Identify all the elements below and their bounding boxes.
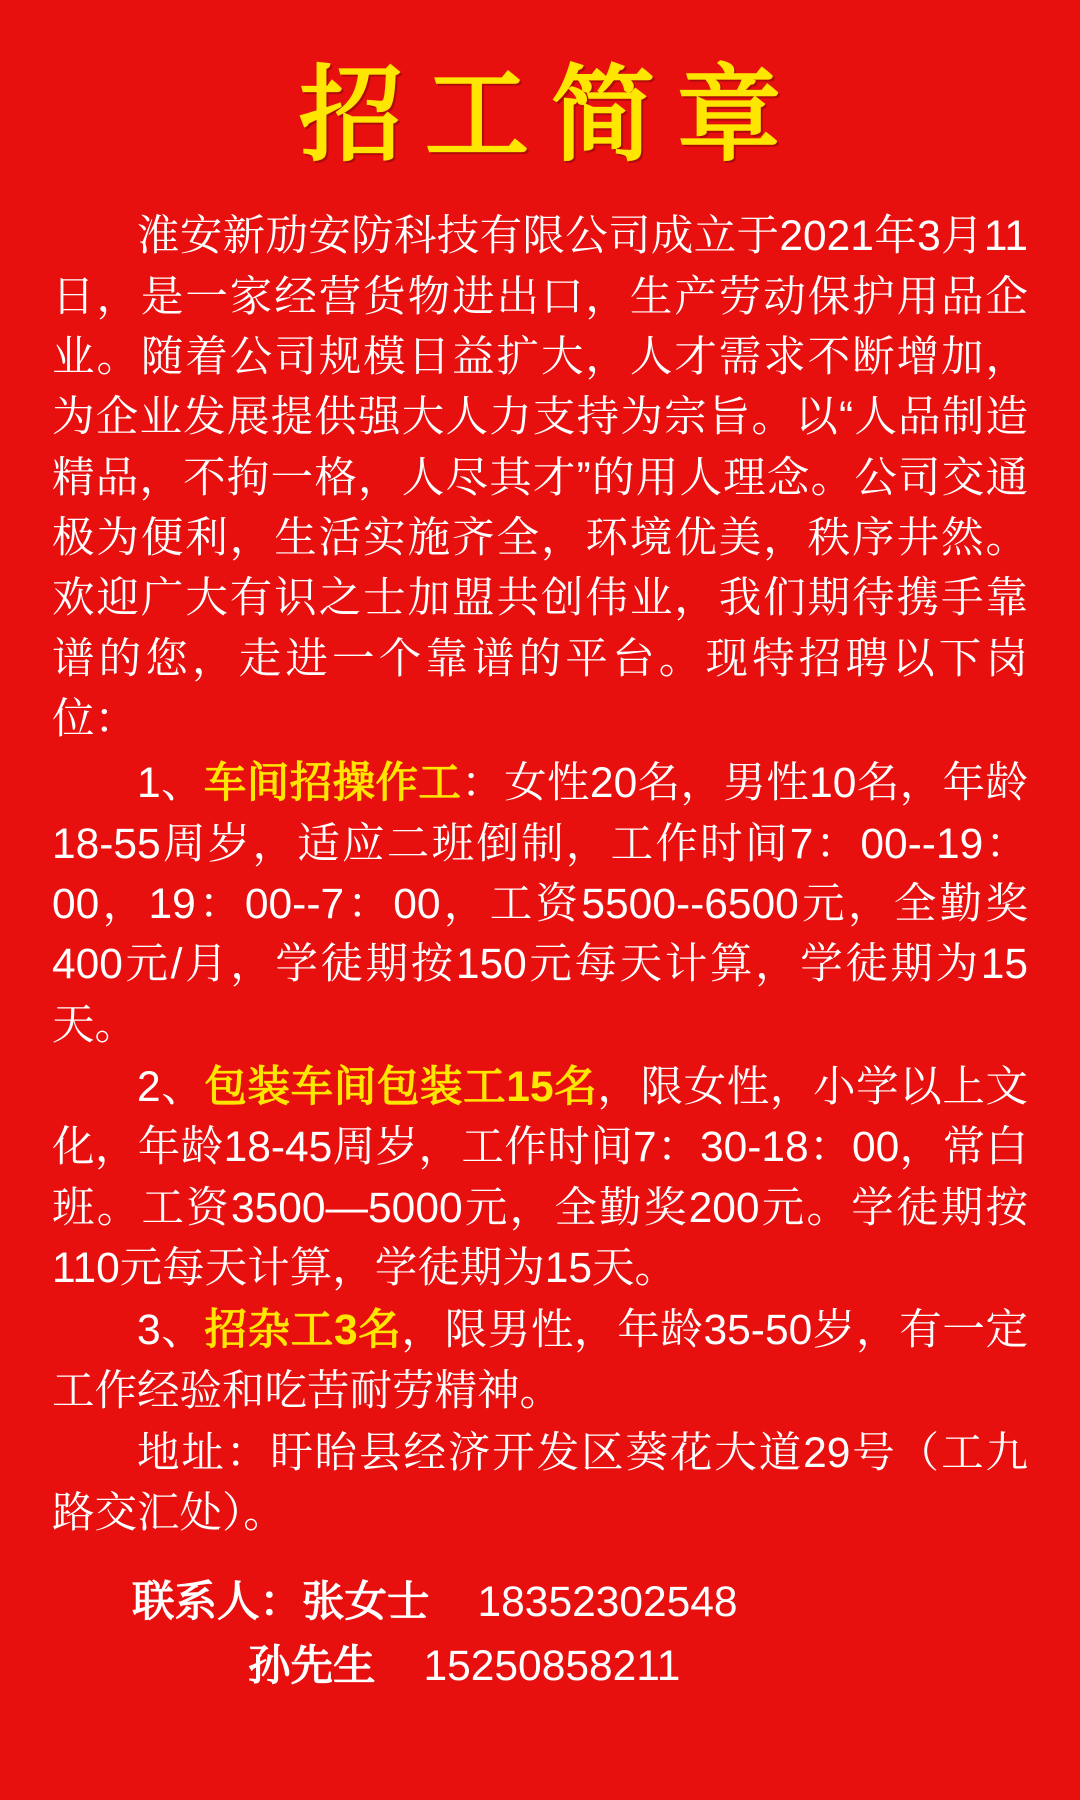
address-line: 地址：盱眙县经济开发区葵花大道29号（工九路交汇处）。 [52,1430,1028,1538]
job-heading: 招杂工3名 [204,1307,402,1355]
job-item [52,754,1028,1056]
job-number: 2、 [137,1064,205,1111]
contact-phone[interactable]: 15250858211 [423,1642,681,1690]
job-item [52,1058,1028,1299]
contact-row [52,1571,1028,1635]
job-detail: ：女性20名，男性10名，年龄18-55周岁，适应二班倒制，工作时间7：00--19：00，19：00--7：00，工资5500--6500元，全勤奖400元/月，学徒期按150元每天计算，学徒期为15天。 [52,760,1028,1049]
contact-block [52,1571,1028,1699]
contact-name: 孙先生 [248,1642,376,1690]
job-number: 1、 [137,760,204,808]
contact-name: 张女士 [302,1578,430,1626]
job-number: 3、 [137,1307,205,1355]
intro-paragraph: 淮安新劢安防科技有限公司成立于2021年3月11日，是一家经营货物进出口，生产劳动保护用品企业。随着公司规模日益扩大，人才需求不断增加，为企业发展提供强大人力支持为宗旨。以“人品制造精品，不拘一格，人尽其才”的用人理念。公司交通极为便利，生活实施齐全，环境优美，秩序井然。欢迎广大有识之士加盟共创伟业，我们期待携手靠谱的您，走进一个靠谱的平台。现特招聘以下岗位： [52,213,1028,743]
contact-row [52,1635,1028,1699]
page-title: 招工简章 [298,58,803,174]
job-heading: 包装车间包装工15名 [204,1064,598,1111]
contact-label: 联系人： [132,1578,303,1626]
job-detail: ，限女性，小学以上文化，年龄18-45周岁，工作时间7：30-18：00，常白班。工资3500—5000元，全勤奖200元。学徒期按110元每天计算，学徒期为15天。 [52,1064,1028,1293]
poster-body [52,207,1028,1545]
job-item [52,1301,1028,1422]
contact-phone[interactable]: 18352302548 [477,1578,738,1626]
job-detail: ，限男性，年龄35-50岁，有一定工作经验和吃苦耐劳精神。 [52,1307,1029,1415]
job-heading: 车间招操作工 [203,760,462,808]
